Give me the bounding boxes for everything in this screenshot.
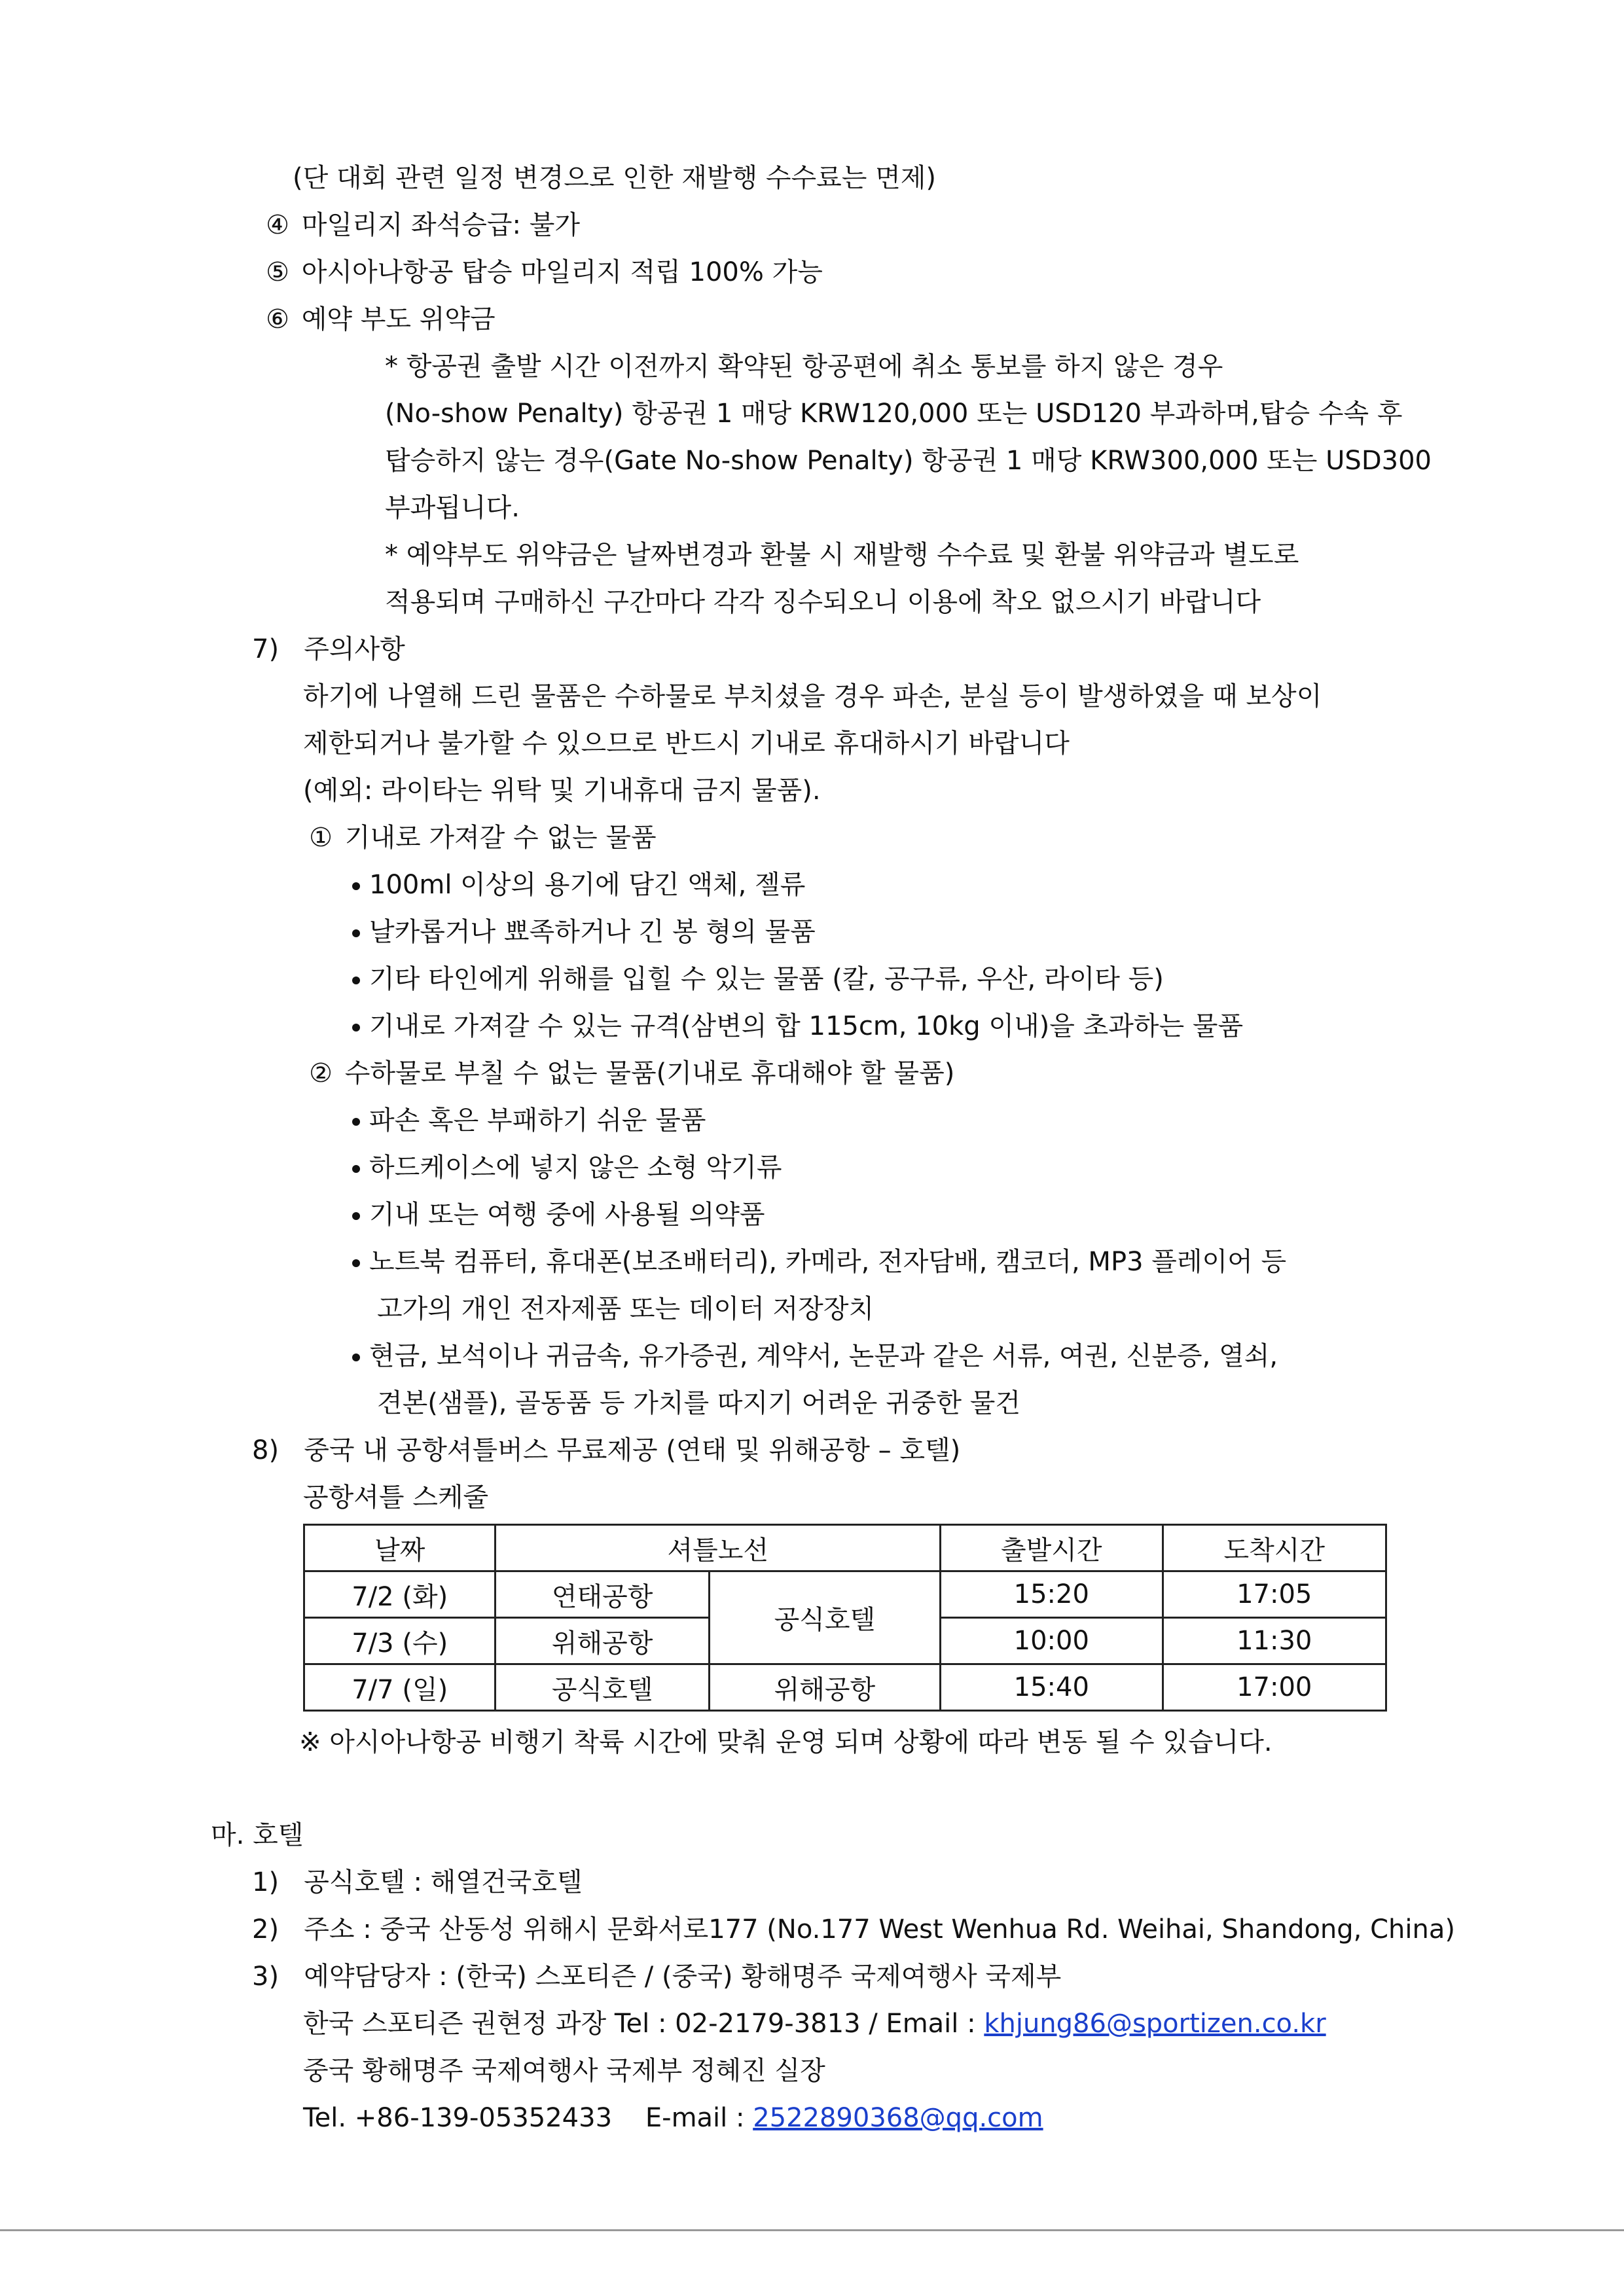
mileage-accrual-item	[262, 254, 823, 291]
item-number: ②	[309, 1058, 333, 1088]
cell-route-to: 공식호텔	[709, 1571, 940, 1664]
cell-departure: 15:40	[941, 1664, 1163, 1711]
bullet-icon	[347, 961, 369, 997]
item-text: 수하물로 부칠 수 없는 물품(기내로 휴대해야 할 물품)	[344, 1058, 955, 1088]
item-text: 주소 : 중국 산동성 위해시 문화서로177 (No.177 West Wenhua Rd. Weihai, Shandong, China)	[304, 1914, 1455, 1945]
korea-email-link[interactable]: khjung86@sportizen.co.kr	[984, 2009, 1326, 2039]
list-item: 하드케이스에 넣지 않은 소형 악기류	[347, 1149, 782, 1186]
cell-route-from: 연태공항	[496, 1571, 709, 1618]
list-item: 현금, 보석이나 귀금속, 유가증권, 계약서, 논문과 같은 서류, 여권, 신분증, 열쇠,	[347, 1338, 1278, 1374]
item-text: 기내로 가져갈 수 없는 물품	[344, 823, 657, 853]
item-number: 2)	[252, 1914, 280, 1945]
footer-divider	[0, 2229, 1624, 2231]
cautions-line-1: 하기에 나열해 드린 물품은 수하물로 부치셨을 경우 파손, 분실 등이 발생하였을 때 보상이	[303, 681, 1322, 711]
hotel-section-title: 마. 호텔	[211, 1820, 304, 1850]
header-departure: 출발시간	[941, 1525, 1163, 1571]
cell-departure: 10:00	[941, 1618, 1163, 1664]
penalty-line-6: 적용되며 구매하신 구간마다 각각 징수되오니 이용에 착오 없으시기 바랍니다	[385, 587, 1261, 617]
mileage-upgrade-item	[262, 207, 580, 243]
item-number: 3)	[252, 1962, 280, 1992]
cell-date: 7/3 (수)	[304, 1618, 496, 1664]
item-text: 예약담당자 : (한국) 스포티즌 / (중국) 황해명주 국제여행사 국제부	[304, 1962, 1062, 1992]
reservation-contact-item	[252, 1958, 1061, 1995]
cell-date: 7/7 (일)	[304, 1664, 496, 1711]
cell-route-from: 공식호텔	[496, 1664, 709, 1711]
cautions-line-3: (예외: 라이타는 위탁 및 기내휴대 금지 물품).	[303, 776, 821, 806]
list-item: 파손 혹은 부패하기 쉬운 물품	[347, 1102, 706, 1139]
item-number: ⑤	[266, 257, 289, 287]
item-text: 공식호텔 : 해열건국호텔	[304, 1867, 583, 1897]
shuttle-schedule-title: 공항셔틀 스케줄	[303, 1482, 489, 1513]
hotel-address-item	[252, 1911, 1455, 1948]
bullet-icon	[347, 1102, 369, 1139]
item-number: ④	[266, 210, 289, 240]
bullet-icon	[347, 1244, 369, 1280]
table-row	[304, 1571, 1386, 1618]
list-item: 100ml 이상의 용기에 담긴 액체, 젤류	[347, 867, 805, 903]
item-number: 7)	[252, 634, 280, 664]
item-text: 예약 부도 위약금	[301, 304, 496, 334]
list-item: 기내로 가져갈 수 있는 규격(삼변의 합 115cm, 10kg 이내)을 초과하는 물품	[347, 1008, 1243, 1045]
cautions-line-2: 제한되거나 불가할 수 있으므로 반드시 기내로 휴대하시기 바랍니다	[303, 728, 1070, 759]
checked-prohibited-heading	[305, 1055, 954, 1092]
penalty-line-1: * 항공권 출발 시간 이전까지 확약된 항공편에 취소 통보를 하지 않은 경우	[385, 351, 1223, 382]
item-text: 주의사항	[304, 634, 405, 664]
list-item-continued: 견본(샘플), 골동품 등 가치를 따지기 어려운 귀중한 물건	[377, 1388, 1021, 1418]
shuttle-schedule-table	[303, 1524, 1387, 1712]
item-number: 8)	[252, 1435, 280, 1465]
carry-on-prohibited-heading	[305, 819, 657, 856]
penalty-line-4: 부과됩니다.	[385, 493, 520, 523]
cautions-heading	[252, 631, 405, 668]
table-row	[304, 1664, 1386, 1711]
korea-contact-line: 한국 스포티즌 권현정 과장 Tel : 02-2179-3813 / Email : khjung86@sportizen.co.kr	[303, 2009, 1326, 2039]
item-number: ①	[309, 823, 333, 853]
bullet-icon	[347, 1338, 369, 1374]
cell-arrival: 17:05	[1163, 1571, 1386, 1618]
list-item: 기타 타인에게 위해를 입힐 수 있는 물품 (칼, 공구류, 우산, 라이타 등)	[347, 961, 1164, 997]
penalty-line-5: * 예약부도 위약금은 날짜변경과 환불 시 재발행 수수료 및 환불 위약금과 별도로	[385, 540, 1299, 570]
item-text: 중국 내 공항셔틀버스 무료제공 (연태 및 위해공항 – 호텔)	[304, 1435, 961, 1465]
cell-route-from: 위해공항	[496, 1618, 709, 1664]
list-item: 날카롭거나 뾰족하거나 긴 봉 형의 물품	[347, 914, 816, 950]
item-text: 아시아나항공 탑승 마일리지 적립 100% 가능	[301, 257, 823, 287]
list-item: 기내 또는 여행 중에 사용될 의약품	[347, 1196, 765, 1233]
penalty-line-2: (No-show Penalty) 항공권 1 매당 KRW120,000 또는 USD120 부과하며,탑승 수속 후	[385, 399, 1403, 429]
reissue-fee-note: (단 대회 관련 일정 변경으로 인한 재발행 수수료는 면제)	[293, 163, 937, 193]
no-show-penalty-item	[262, 301, 496, 338]
penalty-line-3: 탑승하지 않는 경우(Gate No-show Penalty) 항공권 1 매당 KRW300,000 또는 USD300	[385, 446, 1432, 476]
cell-arrival: 11:30	[1163, 1618, 1386, 1664]
cell-route-to: 위해공항	[709, 1664, 940, 1711]
header-date: 날짜	[304, 1525, 496, 1571]
official-hotel-item	[252, 1864, 583, 1901]
bullet-icon	[347, 1149, 369, 1186]
header-route: 셔틀노선	[496, 1525, 941, 1571]
bullet-icon	[347, 1196, 369, 1233]
cell-arrival: 17:00	[1163, 1664, 1386, 1711]
item-number: 1)	[252, 1867, 280, 1897]
cell-date: 7/2 (화)	[304, 1571, 496, 1618]
header-arrival: 도착시간	[1163, 1525, 1386, 1571]
shuttle-note: ※ 아시아나항공 비행기 착륙 시간에 맞춰 운영 되며 상황에 따라 변동 될 수 있습니다.	[299, 1727, 1272, 1757]
bullet-icon	[347, 1008, 369, 1045]
list-item: 노트북 컴퓨터, 휴대폰(보조배터리), 카메라, 전자담배, 캠코더, MP3 플레이어 등	[347, 1244, 1286, 1280]
china-email-link[interactable]: 2522890368@qq.com	[753, 2103, 1043, 2133]
bullet-icon	[347, 914, 369, 950]
china-contact-line: Tel. +86-139-05352433 E-mail : 2522890368@qq.com	[303, 2103, 1043, 2133]
table-header-row	[304, 1525, 1386, 1571]
shuttle-heading	[252, 1432, 960, 1469]
china-contact-name: 중국 황해명주 국제여행사 국제부 정혜진 실장	[303, 2056, 825, 2086]
item-text: 마일리지 좌석승급: 불가	[301, 210, 581, 240]
list-item-continued: 고가의 개인 전자제품 또는 데이터 저장장치	[377, 1294, 875, 1324]
cell-departure: 15:20	[941, 1571, 1163, 1618]
bullet-icon	[347, 867, 369, 903]
item-number: ⑥	[266, 304, 289, 334]
